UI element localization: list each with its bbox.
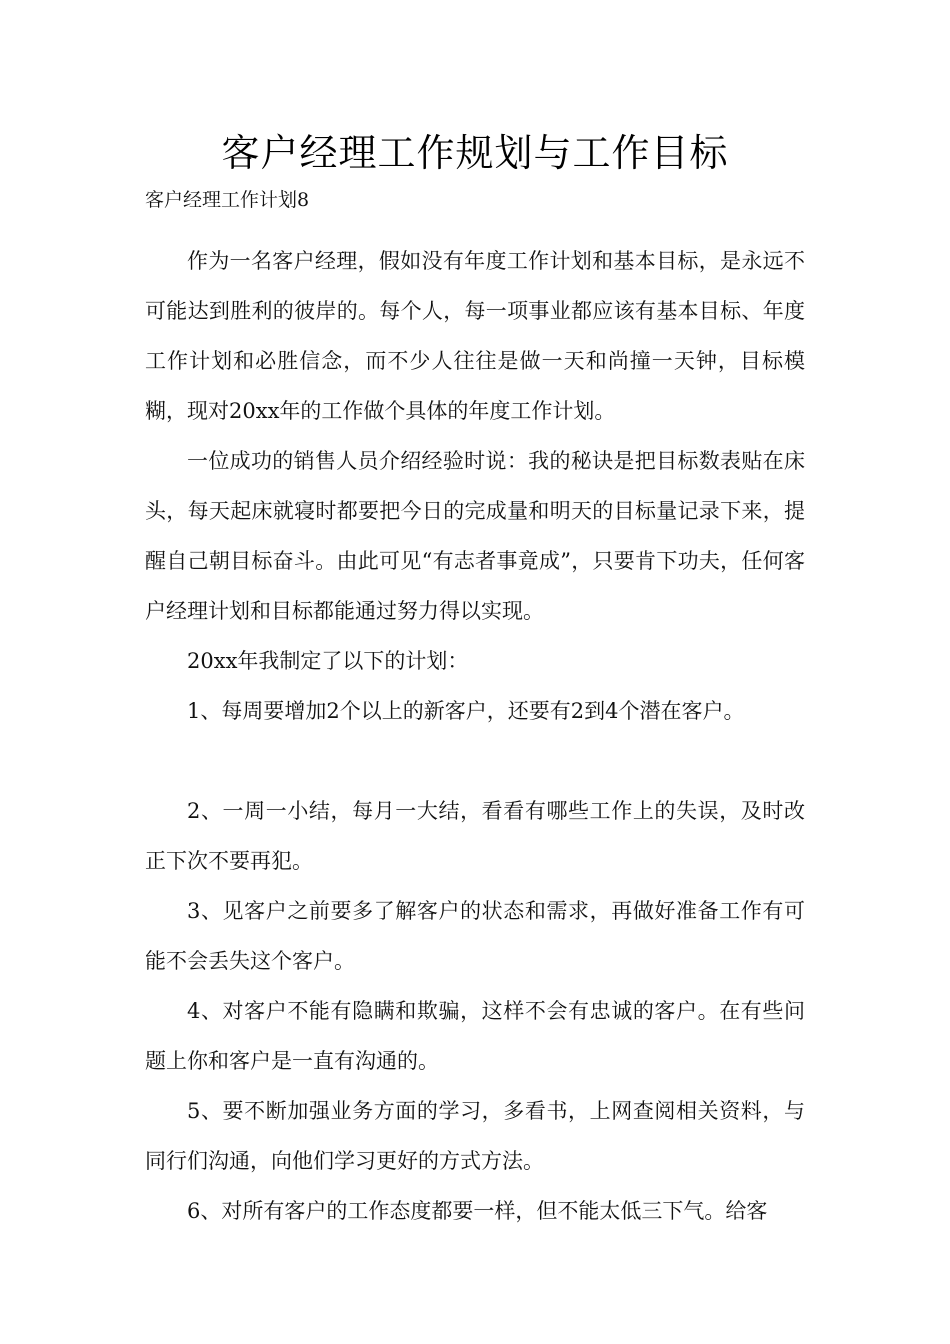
paragraph-experience: 一位成功的销售人员介绍经验时说：我的秘诀是把目标数表贴在床头，每天起床就寝时都要把今日的完成量和明天的目标量记录下来，提醒自己朝目标奋斗。由此可见“有志者事竟成”，只要肯下功夫，任何客户经理计划和目标都能通过努力得以实现。 [145, 449, 805, 623]
plan-item-3: 3、见客户之前要多了解客户的状态和需求，再做好准备工作有可能不会丢失这个客户。 [145, 899, 805, 973]
plan-item-6: 6、对所有客户的工作态度都要一样，但不能太低三下气。给客 [187, 1199, 768, 1223]
plan-item-2: 2、一周一小结，每月一大结，看看有哪些工作上的失误，及时改正下次不要再犯。 [145, 799, 805, 873]
plan-item-5: 5、要不断加强业务方面的学习，多看书，上网查阅相关资料，与同行们沟通，向他们学习更好的方式方法。 [145, 1099, 805, 1173]
plan-item-4: 4、对客户不能有隐瞒和欺骗，这样不会有忠诚的客户。在有些问题上你和客户是一直有沟通的。 [145, 999, 805, 1073]
paragraph-intro: 作为一名客户经理，假如没有年度工作计划和基本目标，是永远不可能达到胜利的彼岸的。每个人，每一项事业都应该有基本目标、年度工作计划和必胜信念，而不少人往往是做一天和尚撞一天钟，目标模糊，现对20xx年的工作做个具体的年度工作计划。 [145, 249, 805, 423]
document-body [145, 236, 805, 1236]
plan-item-1: 1、每周要增加2个以上的新客户，还要有2到4个潜在客户。 [187, 699, 745, 723]
document-subtitle: 客户经理工作计划8 [145, 189, 310, 211]
paragraph-plan-heading: 20xx年我制定了以下的计划： [187, 649, 469, 673]
document-title: 客户经理工作规划与工作目标 [221, 131, 729, 175]
